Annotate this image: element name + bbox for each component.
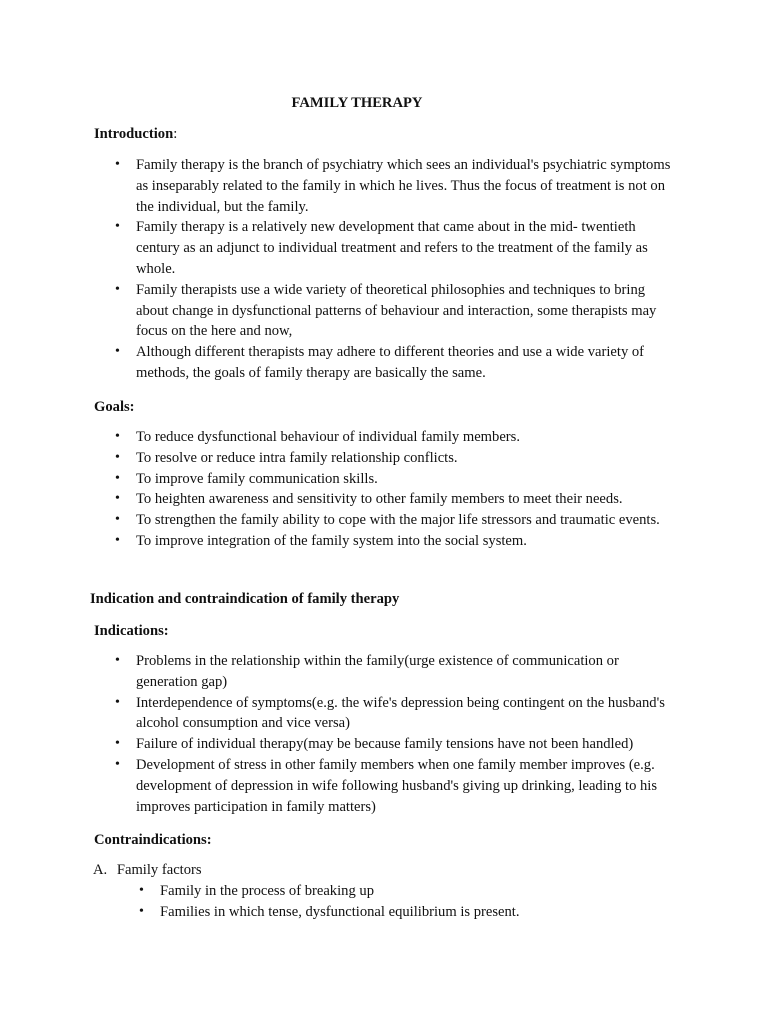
family-factors-marker: A. — [93, 862, 108, 878]
page-title: FAMILY THERAPY — [291, 95, 423, 111]
goals-heading: Goals: — [94, 399, 135, 415]
introduction-heading — [94, 124, 177, 145]
indication-section-heading: Indication and contraindication of family therapy — [90, 591, 400, 607]
list-item: • Family therapy is a relatively new development that came about in the mid- twentieth century as an adjunct to individual treatment and refers to the treatment of the family as whole. — [136, 217, 681, 279]
list-item: • To improve family communication skills. — [136, 469, 681, 490]
list-item: • Failure of individual therapy(may be because family tensions have not been handled) — [136, 734, 681, 755]
list-item: • To resolve or reduce intra family relationship conflicts. — [136, 448, 681, 469]
list-item: • Problems in the relationship within the family(urge existence of communication or generation gap) — [136, 651, 681, 693]
indications-heading: Indications: — [94, 623, 169, 639]
contraindications-heading: Contraindications: — [94, 832, 212, 848]
indications-list — [136, 651, 681, 817]
list-item: • Family therapists use a wide variety of theoretical philosophies and techniques to bring about change in dysfunctional patterns of behaviour and interaction, some therapists may focus on the here and now, — [136, 280, 681, 342]
introduction-heading-text: Introduction — [94, 126, 174, 142]
list-item: • Family therapy is the branch of psychiatry which sees an individual's psychiatric symptoms as inseparably related to the family in which he lives. Thus the focus of treatment is not on the individual, but the family. — [136, 155, 681, 217]
family-factors-text: Family factors — [116, 862, 202, 878]
list-item: • Family in the process of breaking up — [160, 881, 680, 902]
list-item: • Although different therapists may adhere to different theories and use a wide variety of methods, the goals of family therapy are basically the same. — [136, 342, 681, 384]
list-item: • To improve integration of the family system into the social system. — [136, 531, 681, 552]
family-factors-label — [93, 860, 202, 881]
list-item: • To strengthen the family ability to cope with the major life stressors and traumatic events. — [136, 510, 681, 531]
introduction-colon: : — [173, 126, 178, 142]
goals-list — [136, 427, 681, 552]
introduction-list — [136, 155, 681, 384]
list-item: • To heighten awareness and sensitivity to other family members to meet their needs. — [136, 489, 681, 510]
list-item: • Interdependence of symptoms(e.g. the wife's depression being contingent on the husband's alcohol consumption and vice versa) — [136, 693, 681, 735]
family-factors-list — [160, 881, 680, 923]
list-item: • Families in which tense, dysfunctional equilibrium is present. — [160, 902, 680, 923]
list-item: • To reduce dysfunctional behaviour of individual family members. — [136, 427, 681, 448]
list-item: • Development of stress in other family members when one family member improves (e.g. development of depression in wife following husband's giving up drinking, leading to his improves participation in family matters) — [136, 755, 681, 817]
